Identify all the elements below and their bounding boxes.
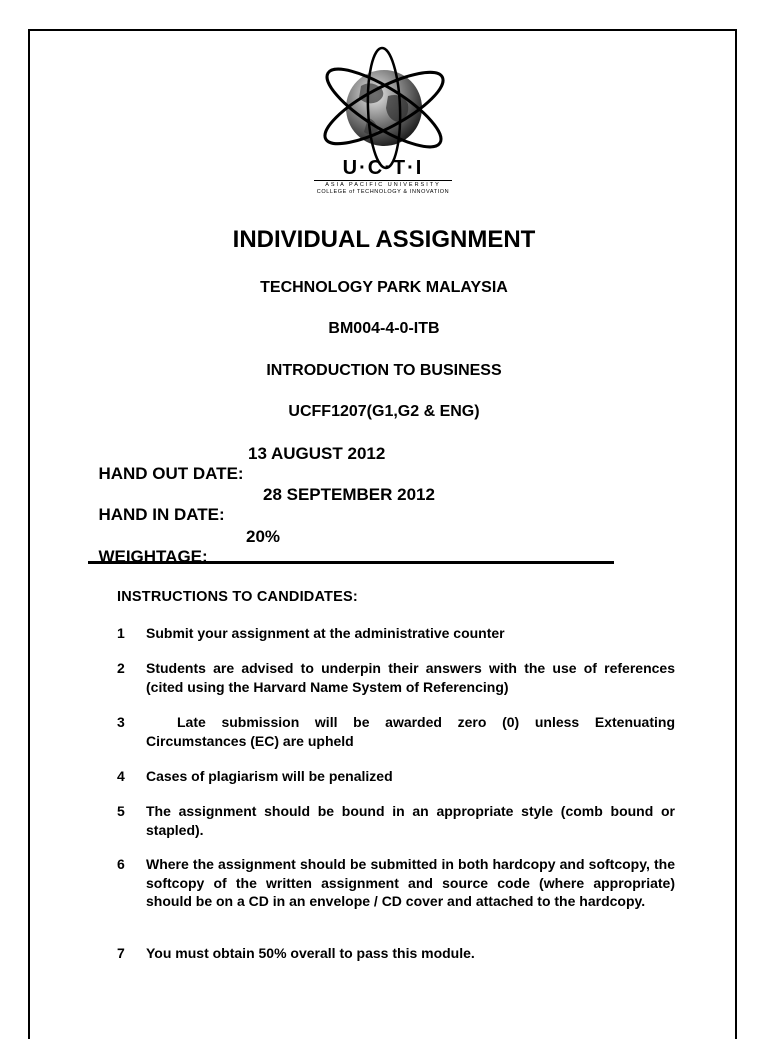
instruction-item xyxy=(117,767,675,786)
instruction-text: Late submission will be awarded zero (0) unless Extenuating Circumstances (EC) are upheld xyxy=(146,714,675,749)
instruction-text: Students are advised to underpin their answers with the use of references (cited using the Harvard Name System of Referencing) xyxy=(146,660,675,695)
logo-subtitle-line2: COLLEGE of TECHNOLOGY & INNOVATION xyxy=(316,189,450,195)
weightage-value: 20% xyxy=(246,527,281,546)
instruction-item xyxy=(117,944,675,963)
instruction-number: 1 xyxy=(117,625,125,641)
location: TECHNOLOGY PARK MALAYSIA xyxy=(260,279,508,296)
instruction-text: The assignment should be bound in an appropriate style (comb bound or stapled). xyxy=(146,803,675,838)
instruction-number: 3 xyxy=(117,714,125,730)
instruction-item xyxy=(117,713,675,750)
hand-in-date-value: 28 SEPTEMBER 2012 xyxy=(263,485,435,504)
module-code: BM004-4-0-ITB xyxy=(328,320,440,337)
weightage-row xyxy=(89,527,281,587)
instruction-text: Cases of plagiarism will be penalized xyxy=(146,768,393,784)
hand-in-date-label: HAND IN DATE: xyxy=(98,505,225,524)
instruction-text: Submit your assignment at the administrative counter xyxy=(146,625,505,641)
weightage-label: WEIGHTAGE: xyxy=(98,547,208,566)
instruction-item xyxy=(117,624,675,643)
divider xyxy=(88,561,614,564)
instruction-item xyxy=(117,802,675,839)
instruction-number: 7 xyxy=(117,945,125,961)
instruction-number: 4 xyxy=(117,768,125,784)
instruction-number: 2 xyxy=(117,660,125,676)
intake-code: UCFF1207(G1,G2 & ENG) xyxy=(288,403,480,420)
hand-out-date-label: HAND OUT DATE: xyxy=(98,464,244,483)
instruction-text: You must obtain 50% overall to pass this module. xyxy=(146,945,475,961)
logo-letters: U·C·T·I xyxy=(342,157,424,179)
instruction-item xyxy=(117,659,675,696)
hand-out-date-value: 13 AUGUST 2012 xyxy=(248,444,386,463)
instruction-item xyxy=(117,855,675,911)
instructions-heading: INSTRUCTIONS TO CANDIDATES: xyxy=(117,589,358,605)
logo-wordmark xyxy=(300,158,466,196)
instruction-number: 6 xyxy=(117,856,125,872)
logo-subtitle-line1: ASIA PACIFIC UNIVERSITY xyxy=(314,180,452,189)
module-name: INTRODUCTION TO BUSINESS xyxy=(266,362,502,379)
instruction-number: 5 xyxy=(117,803,125,819)
document-title: INDIVIDUAL ASSIGNMENT xyxy=(232,226,536,253)
instruction-text: Where the assignment should be submitted in both hardcopy and softcopy, the softcopy of the written assignment and source code (where appropriate) should be on a CD in an envelope / CD cover and attached to the hardcopy. xyxy=(146,856,675,909)
